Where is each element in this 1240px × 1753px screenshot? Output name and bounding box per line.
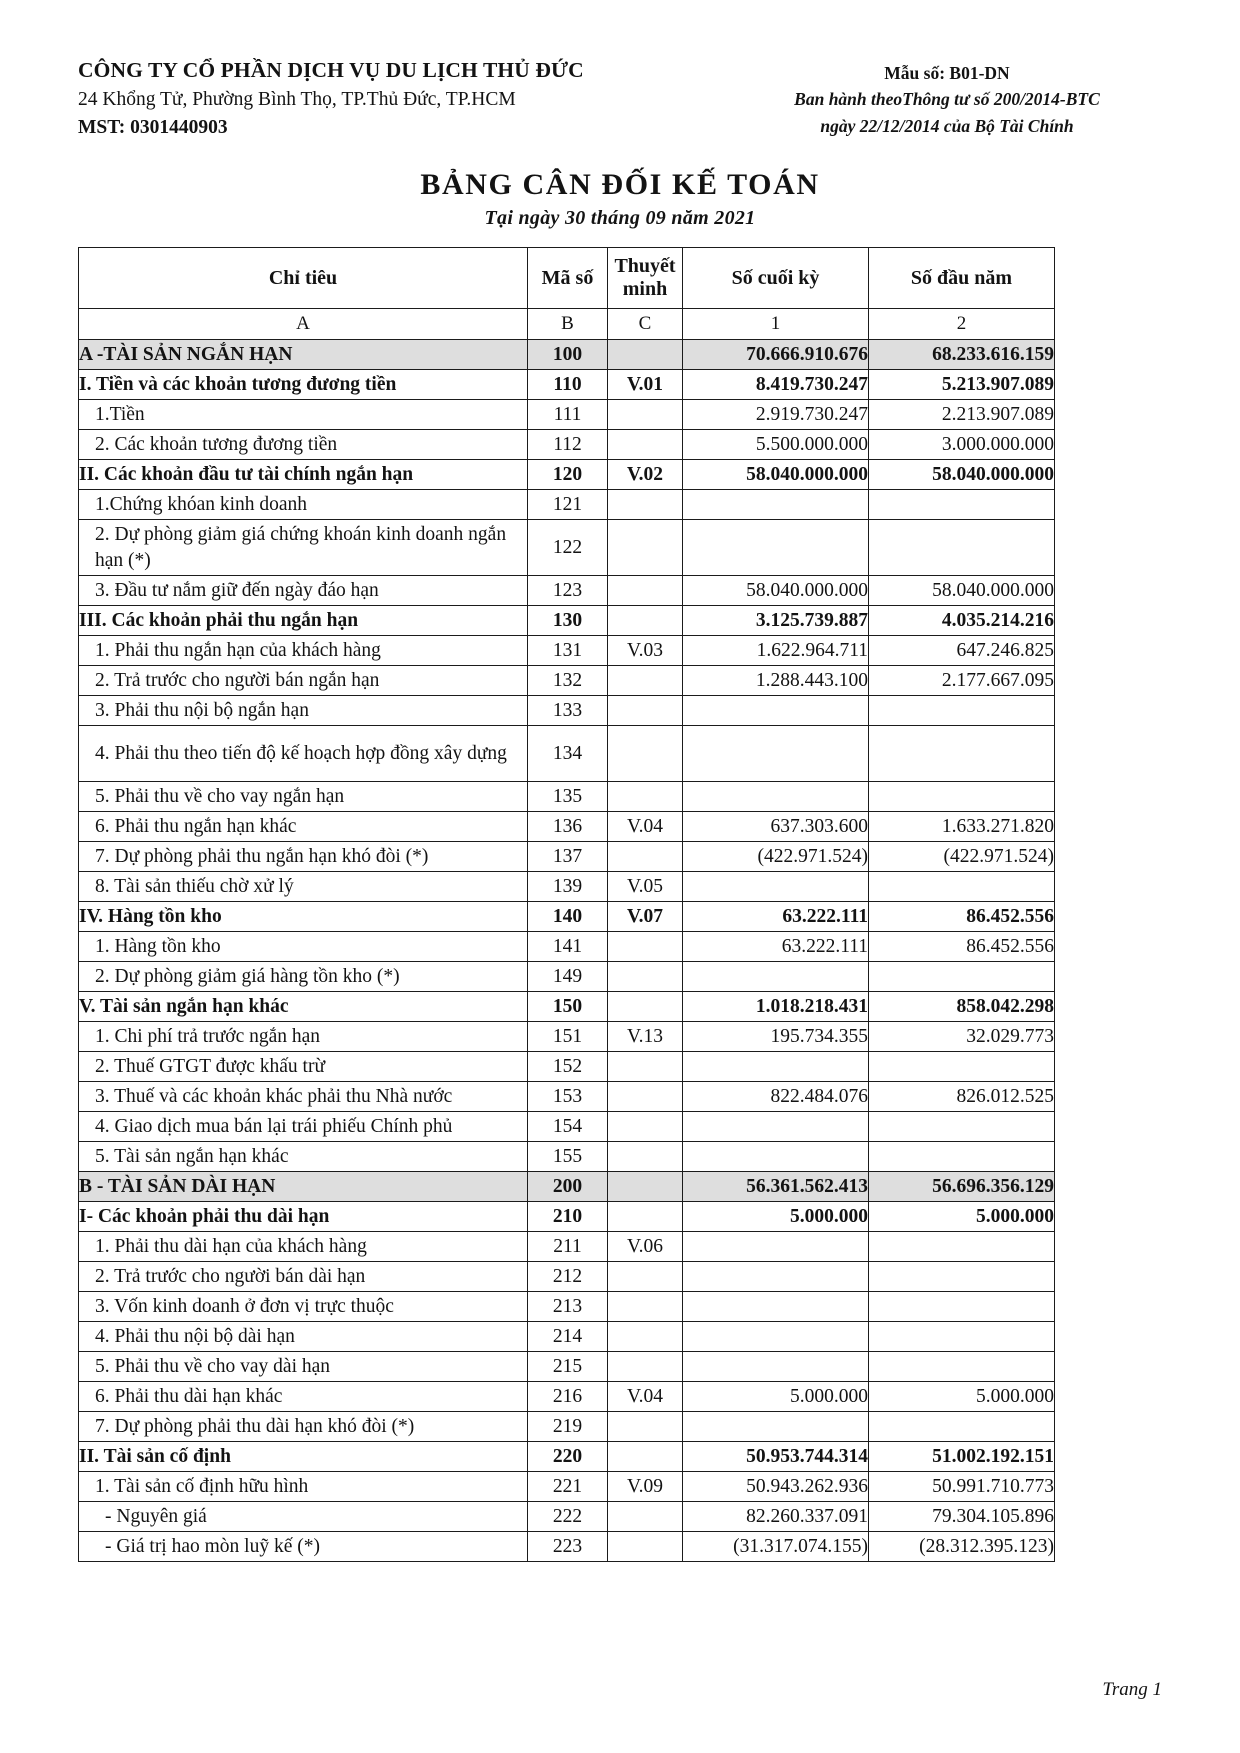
row-note-ref [608, 1322, 683, 1352]
row-note-ref [608, 666, 683, 696]
table-row [79, 1262, 1055, 1292]
row-end-balance [683, 520, 869, 576]
table-row [79, 636, 1055, 666]
row-begin-balance [869, 1412, 1055, 1442]
row-indicator-label: 5. Tài sản ngắn hạn khác [79, 1142, 528, 1172]
row-indicator-label: 2. Dự phòng giảm giá hàng tồn kho (*) [79, 962, 528, 992]
table-row [79, 520, 1055, 576]
row-indicator-label: IV. Hàng tồn kho [79, 902, 528, 932]
row-code: 134 [528, 726, 608, 782]
row-code: 112 [528, 430, 608, 460]
row-end-balance [683, 1112, 869, 1142]
row-begin-balance: (422.971.524) [869, 842, 1055, 872]
table-row [79, 430, 1055, 460]
table-row [79, 460, 1055, 490]
row-note-ref [608, 576, 683, 606]
row-end-balance: 1.622.964.711 [683, 636, 869, 666]
row-end-balance: 5.500.000.000 [683, 430, 869, 460]
table-body [79, 340, 1055, 1562]
row-begin-balance: 5.000.000 [869, 1382, 1055, 1412]
row-note-ref [608, 1412, 683, 1442]
col-key-indicator: A [79, 309, 528, 340]
col-header-note-line2: minh [622, 278, 668, 301]
row-note-ref [608, 520, 683, 576]
row-code: 136 [528, 812, 608, 842]
row-end-balance: (422.971.524) [683, 842, 869, 872]
row-note-ref [608, 1052, 683, 1082]
row-code: 153 [528, 1082, 608, 1112]
row-begin-balance: 1.633.271.820 [869, 812, 1055, 842]
row-end-balance [683, 696, 869, 726]
row-end-balance: 70.666.910.676 [683, 340, 869, 370]
row-code: 130 [528, 606, 608, 636]
row-indicator-label: 1. Phải thu dài hạn của khách hàng [79, 1232, 528, 1262]
row-begin-balance: 4.035.214.216 [869, 606, 1055, 636]
row-begin-balance: 5.000.000 [869, 1202, 1055, 1232]
row-code: 100 [528, 340, 608, 370]
row-begin-balance: 858.042.298 [869, 992, 1055, 1022]
row-end-balance: 195.734.355 [683, 1022, 869, 1052]
row-note-ref [608, 1532, 683, 1562]
row-note-ref: V.03 [608, 636, 683, 666]
row-indicator-label: 4. Phải thu nội bộ dài hạn [79, 1322, 528, 1352]
row-end-balance: 56.361.562.413 [683, 1172, 869, 1202]
row-begin-balance [869, 1052, 1055, 1082]
table-row [79, 962, 1055, 992]
row-note-ref [608, 842, 683, 872]
row-note-ref: V.13 [608, 1022, 683, 1052]
row-end-balance: 58.040.000.000 [683, 460, 869, 490]
row-code: 223 [528, 1532, 608, 1562]
col-header-note [608, 248, 683, 309]
row-note-ref [608, 696, 683, 726]
row-indicator-label: 2. Thuế GTGT được khấu trừ [79, 1052, 528, 1082]
row-code: 132 [528, 666, 608, 696]
row-end-balance [683, 1292, 869, 1322]
row-note-ref [608, 932, 683, 962]
row-indicator-label: 6. Phải thu dài hạn khác [79, 1382, 528, 1412]
row-code: 111 [528, 400, 608, 430]
row-code: 200 [528, 1172, 608, 1202]
row-indicator-label: 2. Dự phòng giảm giá chứng khoán kinh doanh ngắn hạn (*) [79, 520, 528, 576]
row-indicator-label: 2. Trả trước cho người bán ngắn hạn [79, 666, 528, 696]
row-indicator-label: 8. Tài sản thiếu chờ xử lý [79, 872, 528, 902]
row-note-ref [608, 1262, 683, 1292]
row-end-balance: 82.260.337.091 [683, 1502, 869, 1532]
row-end-balance [683, 1352, 869, 1382]
form-issue-date: ngày 22/12/2014 của Bộ Tài Chính [820, 115, 1074, 136]
row-begin-balance: 58.040.000.000 [869, 460, 1055, 490]
row-end-balance [683, 1142, 869, 1172]
row-code: 122 [528, 520, 608, 576]
row-code: 220 [528, 1442, 608, 1472]
row-end-balance: 822.484.076 [683, 1082, 869, 1112]
row-code: 155 [528, 1142, 608, 1172]
table-row [79, 490, 1055, 520]
row-begin-balance [869, 1322, 1055, 1352]
row-code: 141 [528, 932, 608, 962]
row-code: 110 [528, 370, 608, 400]
row-indicator-label: 5. Phải thu về cho vay ngắn hạn [79, 782, 528, 812]
row-note-ref [608, 1172, 683, 1202]
row-note-ref [608, 1292, 683, 1322]
table-row [79, 1412, 1055, 1442]
row-code: 139 [528, 872, 608, 902]
row-note-ref [608, 1202, 683, 1232]
row-begin-balance: 51.002.192.151 [869, 1442, 1055, 1472]
row-begin-balance [869, 726, 1055, 782]
table-row [79, 1112, 1055, 1142]
col-header-indicator: Chỉ tiêu [79, 248, 528, 309]
table-row [79, 902, 1055, 932]
table-row [79, 1352, 1055, 1382]
row-indicator-label: 1.Chứng khóan kinh doanh [79, 490, 528, 520]
row-end-balance: 2.919.730.247 [683, 400, 869, 430]
row-end-balance [683, 962, 869, 992]
row-code: 151 [528, 1022, 608, 1052]
row-note-ref: V.02 [608, 460, 683, 490]
table-row [79, 1022, 1055, 1052]
row-note-ref [608, 962, 683, 992]
form-info-block [732, 56, 1162, 139]
row-note-ref: V.04 [608, 1382, 683, 1412]
row-code: 137 [528, 842, 608, 872]
row-end-balance: 1.018.218.431 [683, 992, 869, 1022]
table-row [79, 872, 1055, 902]
row-indicator-label: 1. Tài sản cố định hữu hình [79, 1472, 528, 1502]
row-begin-balance: 32.029.773 [869, 1022, 1055, 1052]
row-begin-balance [869, 520, 1055, 576]
row-end-balance [683, 872, 869, 902]
row-indicator-label: 4. Giao dịch mua bán lại trái phiếu Chính phủ [79, 1112, 528, 1142]
page-subtitle: Tại ngày 30 tháng 09 năm 2021 [484, 207, 756, 230]
row-begin-balance: 86.452.556 [869, 932, 1055, 962]
table-row [79, 932, 1055, 962]
col-header-end-balance: Số cuối kỳ [683, 248, 869, 309]
col-key-code: B [528, 309, 608, 340]
row-end-balance: 50.953.744.314 [683, 1442, 869, 1472]
row-begin-balance: 2.213.907.089 [869, 400, 1055, 430]
row-note-ref [608, 1442, 683, 1472]
row-begin-balance: (28.312.395.123) [869, 1532, 1055, 1562]
row-indicator-label: I. Tiền và các khoản tương đương tiền [79, 370, 528, 400]
table-row [79, 666, 1055, 696]
row-note-ref: V.04 [608, 812, 683, 842]
row-indicator-label: 1. Chi phí trả trước ngắn hạn [79, 1022, 528, 1052]
row-begin-balance [869, 962, 1055, 992]
page-footer: Trang 1 [1102, 1679, 1162, 1700]
row-end-balance: 63.222.111 [683, 932, 869, 962]
row-indicator-label: 4. Phải thu theo tiến độ kế hoạch hợp đồng xây dựng [79, 726, 528, 782]
row-code: 222 [528, 1502, 608, 1532]
row-begin-balance [869, 1232, 1055, 1262]
form-issue-circular: Ban hành theoThông tư số 200/2014-BTC [794, 89, 1100, 110]
row-end-balance: 50.943.262.936 [683, 1472, 869, 1502]
row-begin-balance [869, 1262, 1055, 1292]
row-indicator-label: V. Tài sản ngắn hạn khác [79, 992, 528, 1022]
row-note-ref: V.05 [608, 872, 683, 902]
row-end-balance: 63.222.111 [683, 902, 869, 932]
page-title: BẢNG CÂN ĐỐI KẾ TOÁN [420, 168, 820, 202]
row-begin-balance [869, 782, 1055, 812]
row-indicator-label: 6. Phải thu ngắn hạn khác [79, 812, 528, 842]
row-begin-balance [869, 1112, 1055, 1142]
table-row [79, 842, 1055, 872]
row-end-balance: 637.303.600 [683, 812, 869, 842]
row-note-ref [608, 782, 683, 812]
title-block [78, 168, 1162, 230]
table-row [79, 400, 1055, 430]
row-end-balance: 58.040.000.000 [683, 576, 869, 606]
table-row [79, 1532, 1055, 1562]
row-indicator-label: 7. Dự phòng phải thu ngắn hạn khó đòi (*) [79, 842, 528, 872]
row-indicator-label: 1. Phải thu ngắn hạn của khách hàng [79, 636, 528, 666]
row-indicator-label: 2. Các khoản tương đương tiền [79, 430, 528, 460]
row-note-ref [608, 606, 683, 636]
row-note-ref [608, 1352, 683, 1382]
row-begin-balance: 647.246.825 [869, 636, 1055, 666]
table-row [79, 1202, 1055, 1232]
table-column-key-row [79, 309, 1055, 340]
row-begin-balance: 68.233.616.159 [869, 340, 1055, 370]
row-note-ref: V.07 [608, 902, 683, 932]
company-tax-code: MST: 0301440903 [78, 117, 228, 139]
row-begin-balance: 5.213.907.089 [869, 370, 1055, 400]
row-note-ref [608, 726, 683, 782]
table-row [79, 340, 1055, 370]
table-head [79, 248, 1055, 340]
row-end-balance: 8.419.730.247 [683, 370, 869, 400]
row-begin-balance [869, 490, 1055, 520]
col-key-end: 1 [683, 309, 869, 340]
row-end-balance: 5.000.000 [683, 1202, 869, 1232]
row-begin-balance: 50.991.710.773 [869, 1472, 1055, 1502]
company-info-block [78, 56, 638, 142]
table-row [79, 992, 1055, 1022]
company-address: 24 Khổng Tử, Phường Bình Thọ, TP.Thủ Đức, TP.HCM [78, 88, 516, 110]
row-code: 149 [528, 962, 608, 992]
row-indicator-label: I- Các khoản phải thu dài hạn [79, 1202, 528, 1232]
row-indicator-label: 3. Đầu tư nắm giữ đến ngày đáo hạn [79, 576, 528, 606]
row-note-ref [608, 1082, 683, 1112]
row-end-balance [683, 726, 869, 782]
col-key-begin: 2 [869, 309, 1055, 340]
row-indicator-label: 2. Trả trước cho người bán dài hạn [79, 1262, 528, 1292]
col-header-begin-balance: Số đầu năm [869, 248, 1055, 309]
row-indicator-label: 1.Tiền [79, 400, 528, 430]
table-row [79, 1082, 1055, 1112]
row-code: 121 [528, 490, 608, 520]
document-header [78, 48, 1162, 142]
row-code: 154 [528, 1112, 608, 1142]
row-code: 135 [528, 782, 608, 812]
row-begin-balance [869, 1142, 1055, 1172]
row-begin-balance [869, 696, 1055, 726]
row-indicator-label: 5. Phải thu về cho vay dài hạn [79, 1352, 528, 1382]
row-begin-balance: 2.177.667.095 [869, 666, 1055, 696]
row-code: 211 [528, 1232, 608, 1262]
row-end-balance [683, 1322, 869, 1352]
row-note-ref [608, 340, 683, 370]
row-begin-balance: 56.696.356.129 [869, 1172, 1055, 1202]
row-end-balance [683, 1052, 869, 1082]
row-end-balance [683, 1232, 869, 1262]
row-note-ref [608, 1112, 683, 1142]
table-row [79, 782, 1055, 812]
table-row [79, 1292, 1055, 1322]
row-code: 133 [528, 696, 608, 726]
row-end-balance [683, 782, 869, 812]
row-begin-balance [869, 1292, 1055, 1322]
row-code: 221 [528, 1472, 608, 1502]
table-row [79, 606, 1055, 636]
row-note-ref [608, 1502, 683, 1532]
row-indicator-label: B - TÀI SẢN DÀI HẠN [79, 1172, 528, 1202]
row-indicator-label: 3. Vốn kinh doanh ở đơn vị trực thuộc [79, 1292, 528, 1322]
row-indicator-label: - Giá trị hao mòn luỹ kế (*) [79, 1532, 528, 1562]
row-note-ref [608, 992, 683, 1022]
row-note-ref: V.06 [608, 1232, 683, 1262]
row-begin-balance [869, 872, 1055, 902]
row-begin-balance: 826.012.525 [869, 1082, 1055, 1112]
table-row [79, 1472, 1055, 1502]
row-indicator-label: III. Các khoản phải thu ngắn hạn [79, 606, 528, 636]
row-end-balance [683, 1412, 869, 1442]
row-code: 140 [528, 902, 608, 932]
table-row [79, 1232, 1055, 1262]
row-indicator-label: 7. Dự phòng phải thu dài hạn khó đòi (*) [79, 1412, 528, 1442]
row-code: 212 [528, 1262, 608, 1292]
table-row [79, 1142, 1055, 1172]
table-header-row [79, 248, 1055, 309]
row-code: 131 [528, 636, 608, 666]
row-code: 215 [528, 1352, 608, 1382]
row-note-ref [608, 430, 683, 460]
table-row [79, 1172, 1055, 1202]
row-end-balance: 5.000.000 [683, 1382, 869, 1412]
row-note-ref: V.09 [608, 1472, 683, 1502]
table-row [79, 726, 1055, 782]
row-end-balance: 1.288.443.100 [683, 666, 869, 696]
table-row [79, 1382, 1055, 1412]
row-indicator-label: 3. Thuế và các khoản khác phải thu Nhà nước [79, 1082, 528, 1112]
col-header-note-line1: Thuyết [614, 254, 676, 277]
row-begin-balance: 58.040.000.000 [869, 576, 1055, 606]
row-indicator-label: - Nguyên giá [79, 1502, 528, 1532]
row-code: 120 [528, 460, 608, 490]
table-row [79, 696, 1055, 726]
col-key-note: C [608, 309, 683, 340]
row-code: 214 [528, 1322, 608, 1352]
row-indicator-label: II. Các khoản đầu tư tài chính ngắn hạn [79, 460, 528, 490]
table-row [79, 812, 1055, 842]
row-code: 152 [528, 1052, 608, 1082]
row-code: 216 [528, 1382, 608, 1412]
row-end-balance [683, 490, 869, 520]
row-note-ref [608, 400, 683, 430]
row-end-balance: (31.317.074.155) [683, 1532, 869, 1562]
table-row [79, 1322, 1055, 1352]
table-row [79, 370, 1055, 400]
row-code: 123 [528, 576, 608, 606]
row-end-balance [683, 1262, 869, 1292]
table-row [79, 1442, 1055, 1472]
row-begin-balance: 79.304.105.896 [869, 1502, 1055, 1532]
table-row [79, 1502, 1055, 1532]
row-code: 210 [528, 1202, 608, 1232]
row-note-ref: V.01 [608, 370, 683, 400]
form-number: Mẫu số: B01-DN [884, 63, 1010, 83]
row-code: 150 [528, 992, 608, 1022]
row-end-balance: 3.125.739.887 [683, 606, 869, 636]
col-header-code: Mã số [528, 248, 608, 309]
table-row [79, 1052, 1055, 1082]
company-name: CÔNG TY CỔ PHẦN DỊCH VỤ DU LỊCH THỦ ĐỨC [78, 58, 584, 82]
table-row [79, 576, 1055, 606]
row-indicator-label: II. Tài sản cố định [79, 1442, 528, 1472]
row-begin-balance: 3.000.000.000 [869, 430, 1055, 460]
row-begin-balance [869, 1352, 1055, 1382]
balance-sheet-table [78, 247, 1055, 1562]
row-code: 213 [528, 1292, 608, 1322]
row-indicator-label: 1. Hàng tồn kho [79, 932, 528, 962]
row-indicator-label: A -TÀI SẢN NGẮN HẠN [79, 340, 528, 370]
row-note-ref [608, 1142, 683, 1172]
row-indicator-label: 3. Phải thu nội bộ ngắn hạn [79, 696, 528, 726]
row-note-ref [608, 490, 683, 520]
row-code: 219 [528, 1412, 608, 1442]
row-begin-balance: 86.452.556 [869, 902, 1055, 932]
